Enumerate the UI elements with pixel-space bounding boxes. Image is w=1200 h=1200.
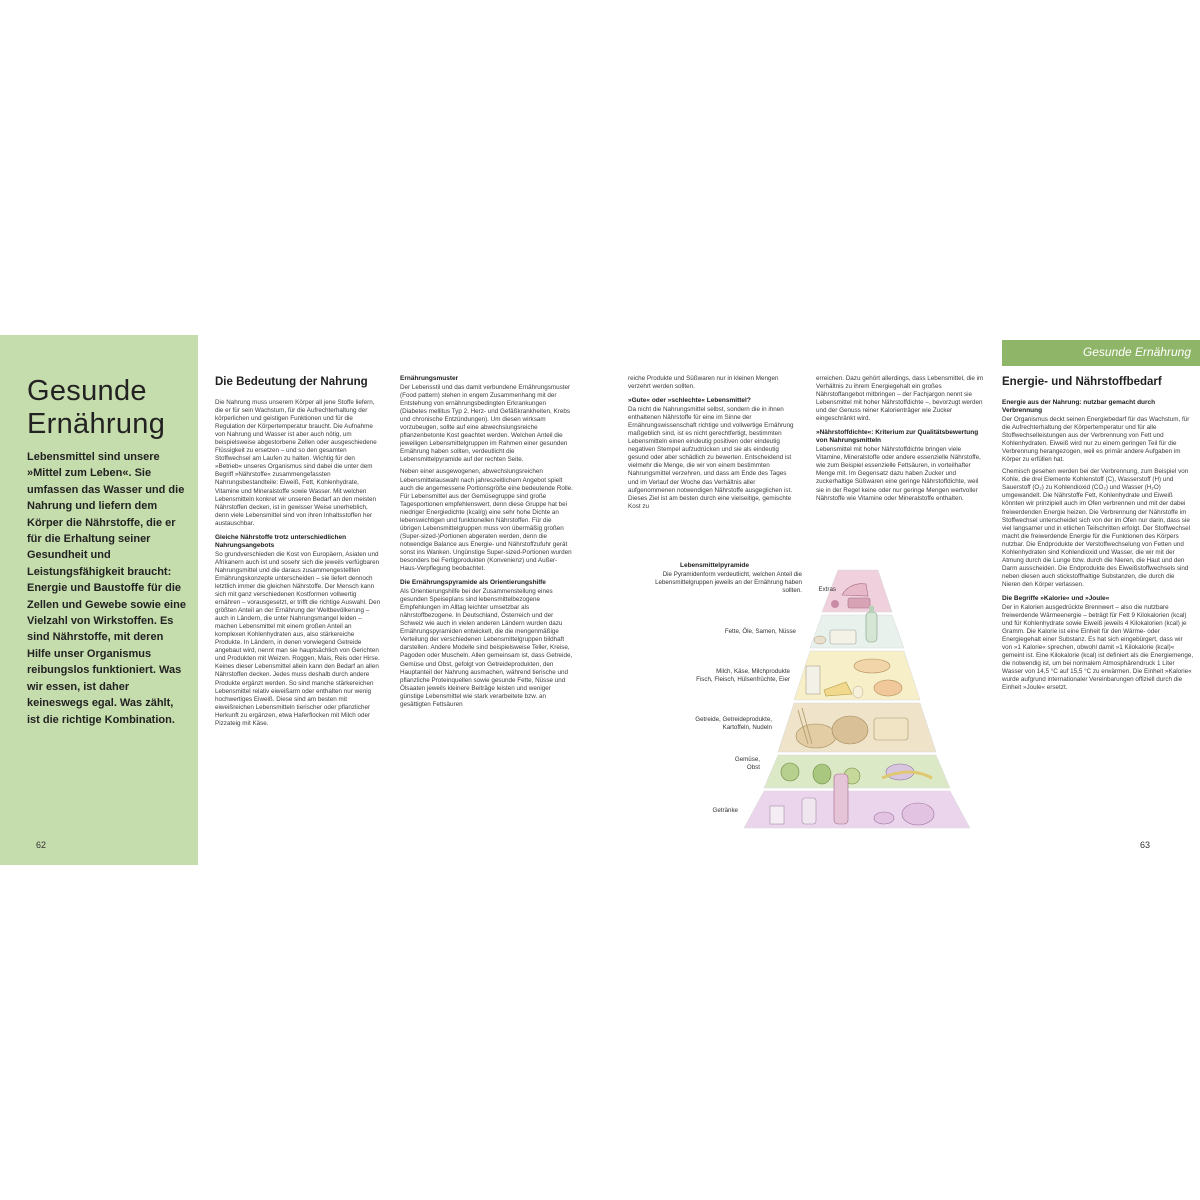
level-label-fats: Fette, Öle, Samen, Nüsse xyxy=(724,628,796,635)
level-label-grains: Getreide, Getreideprodukte, Kartoffeln, Nudeln xyxy=(695,716,772,731)
paragraph: Der in Kalorien ausgedrückte Brennwert – also die nutzbare freiwerdende Wärmeenergie – beträgt für Fett 9 Kilokalorien (kcal) und für Kohlenhydrate sowie Eiweiß jeweils 4 Kilokalorien (kcal) je Gramm. Die Kalorie ist eine Einheit für den Wärme- oder Energiegehalt einer Substanz. Es hat sich eingebürgert, dass wir von »1 Kalorie« sprechen, obwohl damit »1 Kilokalorie (kcal)« gemeint ist. Eine Kilokalorie (kcal) ist definiert als die Energiemenge, die notwendig ist, um bei normalem Atmosphärendruck 1 Liter Wasser von 14,5 °C auf 15,5 °C zu erwärmen. Die Einheit »Kalorie« wurde aufgrund internationaler Vereinbarungen offiziell durch die Einheit »Joule« ersetzt. xyxy=(1002,603,1194,692)
chapter-intro: Lebensmittel sind unsere »Mittel zum Leben«. Sie umfassen das Wasser und die Nahrung und liefern dem Körper die Nährstoffe, die er für die Erhaltung seiner Gesundheit und Leistungsfähigkeit braucht: Energie und Baustoffe für die Zellen und Gewebe sowie eine Vielzahl von Wirkstoffen. Es sind Nährstoffe, mit deren Hilfe unser Organismus reibungslos funktioniert. Was wir essen, ist daher keineswegs egal. Was zählt, ist die richtige Kombination. xyxy=(27,451,186,726)
section-heading: Energie- und Nährstoffbedarf xyxy=(1002,376,1162,388)
right-column-1 xyxy=(628,375,798,555)
running-head-text: Gesunde Ernährung xyxy=(1082,345,1191,359)
pyramid-graphic xyxy=(620,560,1000,835)
paragraph: Die Nahrung muss unserem Körper all jene Stoffe liefern, die er für sein Wachstum, für die Aufrechterhaltung der körperlichen und geistigen Funktionen und für die Regulation der Körpertemperatur braucht. Die Aufnahme von Nahrung und Wasser ist aber auch nötig, um beispielsweise abgestorbene Zellen oder ausgeschiedene Flüssigkeit zu ersetzen – und so den gesamten Stoffwechsel am Laufen zu halten. Wichtig für den »Betrieb« unseres Organismus sind dabei die unter dem Begriff »Nährstoffe« zusammengefassten Nahrungsbestandteile: Eiweiß, Fett, Kohlenhydrate, Vitamine und Mineralstoffe sowie Wasser. Mit welchen Lebensmitteln konkret wir unseren Bedarf an den meisten Nährstoffen decken, ist in gewisser Weise unerheblich, denn viele Lebensmittel sind von ihren Inhaltsstoffen her austauschbar. xyxy=(215,399,377,527)
paragraph: Der Lebensstil und das damit verbundene Ernährungsmuster (Food pattern) stehen in engem Zusammenhang mit der Entstehung von ernährungsbedingten Erkrankungen (Diabetes mellitus Typ 2, Herz- und Gefäßkrankheiten, Krebs und chronische Entzündungen). Um diesen wirksam vorzubeugen, sollte auf eine abwechslungsreiche pflanzenbetonte Kost geachtet werden. Welchen Anteil die jeweiligen Lebensmittelgruppen im Rahmen einer gesunden Ernährung haben sollten, verdeutlicht die Lebensmittelpyramide auf der rechten Seite. xyxy=(400,384,571,464)
book-spread xyxy=(0,335,1200,865)
subheading: Energie aus der Nahrung: nutzbar gemacht durch Verbrennung xyxy=(1002,399,1156,414)
paragraph: Der Organismus deckt seinen Energiebedarf für das Wachstum, für die Aufrechterhaltung der Körpertemperatur und für alle Stoffwechselleistungen aus der Verbrennung von Fett und Kohlenhydraten. Eiweiß wird nur zu einem geringen Teil für die Verbrennung herangezogen, weil es primär andere Aufgaben im Körper zu erfüllen hat. xyxy=(1002,416,1190,464)
subheading: »Gute« oder »schlechte« Lebensmittel? xyxy=(628,397,751,405)
section-heading: Die Bedeutung der Nahrung xyxy=(215,376,368,388)
chapter-title: Gesunde Ernährung xyxy=(27,375,166,440)
paragraph: Neben einer ausgewogenen, abwechslungsreichen Lebensmittelauswahl nach jahreszeitlichem Angebot spielt auch die angemessene Portionsgröße eine bedeutende Rolle. Für Lebensmittel aus der Gemüsegruppe sind große Tagesportionen empfehlenswert, denn diese Gruppe hat bei niedriger Energiedichte (kcal/g) eine sehr hohe Dichte an lebenswichtigen und funktionellen Nährstoffen. Für die übrigen Lebensmittelgruppen muss von übermäßig großen (Super-sized-)Portionen abgeraten werden, denn die notwendige Balance aus Energie- und Nährstoffzufuhr gerät sonst ins Wanken. Ungünstige Super-sized-Portionen wurden besonders bei Fertigprodukten (Konvenienz) und Außer-Haus-Verpflegung beobachtet. xyxy=(400,468,573,573)
figure-title: Lebensmittelpyramide xyxy=(680,562,749,569)
paragraph: So grundverschieden die Kost von Europäern, Asiaten und Afrikanern auch ist und sosehr sich die jeweils verfügbaren Nahrungsmittel und die daraus zusammengestellten Ernährungskonzepte unterscheiden – sie liefert dennoch letztlich immer die gleichen Nährstoffe. Der Mensch kann sich mit ganz verschiedenen Kostformen vollwertig ernähren – vorausgesetzt, er trifft die richtige Auswahl. Den größten Anteil an der Ernährung der Weltbevölkerung – auch in Ländern, die unter Nahrungsmangel leiden – machen Lebensmittel mit einem großen Anteil an komplexen Kohlenhydraten aus, also stärkereiche Produkte. In Ländern, in denen vorwiegend Getreide angebaut wird, nennt man sie hauptsächlich von Gerichten und Produkten mit Weizen. Roggen, Mais, Reis oder Hirse. Keines dieser Lebensmittel allein kann den Bedarf an allen Nährstoffen decken. Jedes muss deshalb durch andere Produkte ergänzt werden. So sind manche stärkereichen Lebensmittel relativ eiweißarm oder enthalten nur wenig hochwertiges Eiweiß. Diese sind am besten mit eiweißreichen Lebensmitteln tierischer oder pflanzlicher Herkunft zu ergänzen, etwa Haferflocken mit Milch oder Pizzateig mit Käse. xyxy=(215,550,381,727)
right-column-3 xyxy=(1002,375,1194,837)
left-column-1 xyxy=(215,375,382,860)
paragraph: Lebensmittel mit hoher Nährstoffdichte bringen viele Vitamine, Mineralstoffe oder andere essenzielle Nährstoffe, wie zum Beispiel essenzielle Fettsäuren, in vorteilhafter Menge mit. Im Gegensatz dazu haben Zucker und zuckerhaltige Süßwaren eine geringe Nährstoffdichte, weil sie in der Regel keine oder nur geringe Mengen wertvoller Nährstoffe wie Vitamine oder Mineralstoffe enthalten. xyxy=(816,446,981,502)
subheading: »Nährstoffdichte«: Kriterium zur Qualitätsbewertung von Nahrungsmitteln xyxy=(816,429,979,445)
chapter-sidebar xyxy=(0,335,198,865)
figure-caption: Die Pyramidenform verdeutlicht, welchen Anteil die Lebensmittelgruppen jeweils an der Ernährung haben sollten. xyxy=(655,571,802,594)
right-column-2 xyxy=(816,375,988,555)
subheading: Die Begriffe »Kalorie« und »Joule« xyxy=(1002,594,1110,602)
page-number-right: 63 xyxy=(1140,840,1151,850)
level-label-drinks: Getränke xyxy=(712,807,738,814)
level-label-extras: Extras xyxy=(818,586,836,593)
running-head xyxy=(1002,340,1200,366)
paragraph: erreichen. Dazu gehört allerdings, dass Lebensmittel, die im Verhältnis zu ihrem Energiegehalt ein großes Nährstoffangebot mitbringen – der Fachjargon nennt sie Lebensmittel mit hoher Nährstoffdichte –, bevorzugt werden und der Genuss reiner Kalorienträger wie Zucker eingeschränkt wird. xyxy=(816,375,984,423)
paragraph: Als Orientierungshilfe bei der Zusammenstellung eines gesunden Speiseplans sind lebensmittelbezogene Empfehlungen im Alltag leichter umsetzbar als nährstoffbezogene. In Deutschland, Österreich und der Schweiz wie auch in vielen anderen Ländern wurden dazu Ernährungspyramiden entwickelt, die die mengenmäßige Verteilung der verschiedenen Lebensmittelgruppen bildhaft darstellen. Andere Modelle sind beispielsweise Teller, Kreise, Pagoden oder Muscheln. Allen gemeinsam ist, dass Getreide, Gemüse und Obst, gefolgt von Getreideprodukten, den Hauptanteil der Nahrung ausmachen, während tierische und pflanzliche Proteinquellen sowie gesunde Fette, Nüsse und Ölsaaten jeweils kleinere Beiträge leisten und weniger günstige Lebensmittel wie stark verarbeitete bzw. an gesättigten Fettsäuren xyxy=(400,588,573,708)
food-pyramid-figure xyxy=(620,560,1000,835)
level-label-protein: Milch, Käse, Milchprodukte Fisch, Fleisch, Hülsenfrüchte, Eier xyxy=(696,668,790,683)
paragraph: Da nicht die Nahrungsmittel selbst, sondern die in ihnen enthaltenen Nährstoffe für eine im Sinne der Ernährungswissenschaft richtige und vollwertige Ernährung maßgeblich sind, ist es nicht gerechtfertigt, bestimmten Lebensmitteln einen eindeutig positiven oder eindeutig negativen Stempel aufzudrücken und sie als eindeutig gesund oder aber schädlich zu bewerten. Entscheidend ist vielmehr die Menge, die wir von einem bestimmten Nahrungsmittel verzehren, und dass am Ende des Tages und im Verlauf der Woche das Verhältnis aller aufgenommenen notwendigen Nährstoffe ausgeglichen ist. Dieses Ziel ist am besten durch eine vielseitige, gemischte Kost zu xyxy=(628,406,794,510)
level-label-vegetables: Gemüse, Obst xyxy=(734,756,760,771)
paragraph: Chemisch gesehen werden bei der Verbrennung, zum Beispiel von Kohle, die drei Elemente Kohlenstoff (C), Wasserstoff (H) und Sauerstoff (O₂) zu Kohlendioxid (CO₂) und Wasser (H₂O) umgewandelt. Die Nährstoffe Fett, Kohlenhydrate und Eiweiß könnten wir prinzipiell auch im Ofen verbrennen und mit der dabei freiwerdenden Energie heizen. Die Verbrennung der Nährstoffe im Stoffwechsel unterscheidet sich von der im Ofen nur darin, dass sie viel langsamer und in etlichen Teilschritten erfolgt. Der Stoffwechsel macht die freiwerdende Energie für die Funktionen des Körpers nutzbar. Die Endprodukte der Verstoffwechselung von Fetten und Kohlenhydraten sind Kohlendioxid und Wasser, die wir mit der Atmung durch die Lunge bzw. durch die Nieren, die Haut und den Darm ausscheiden. Die Endprodukte des Eiweißstoffwechsels sind neben diesen auch stickstoffhaltige Substanzen, die durch die Nieren den Körper verlassen. xyxy=(1002,468,1191,588)
subheading: Ernährungsmuster xyxy=(400,375,459,382)
subheading: Die Ernährungspyramide als Orientierungshilfe xyxy=(400,579,546,587)
page-number-left: 62 xyxy=(36,840,47,850)
subheading: Gleiche Nährstoffe trotz unterschiedlichen Nahrungsangebots xyxy=(215,533,347,549)
left-column-2 xyxy=(400,375,573,860)
paragraph: reiche Produkte und Süßwaren nur in kleinen Mengen verzehrt werden sollten. xyxy=(628,375,779,391)
